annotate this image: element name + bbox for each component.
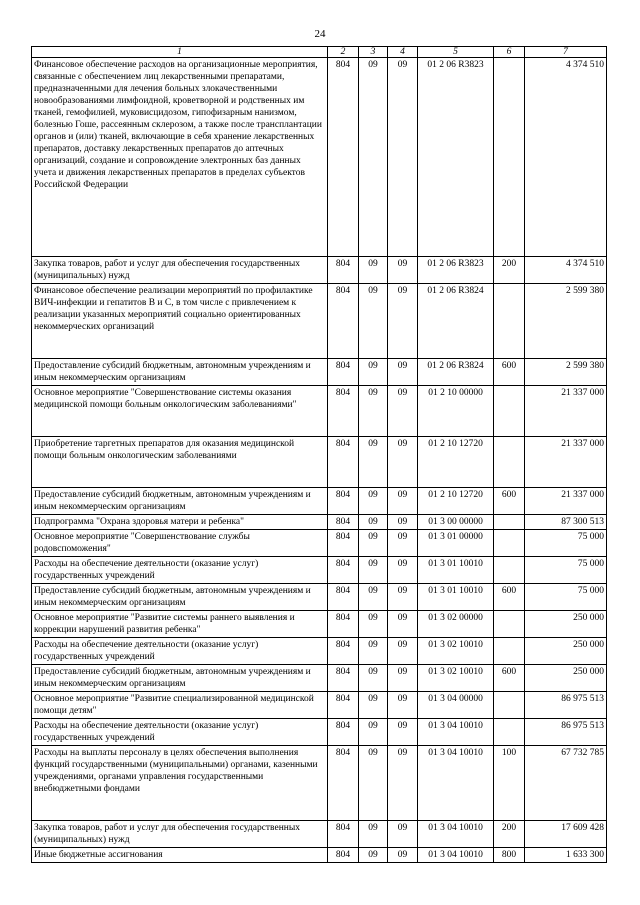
table-row [32,437,607,488]
row-c5-cell: 01 3 04 10010 [418,821,494,848]
row-c5-cell: 01 3 04 10010 [418,719,494,746]
row-c6-cell: 200 [494,821,525,848]
row-c7-cell: 21 337 000 [525,488,607,515]
row-c5-cell: 01 3 02 10010 [418,638,494,665]
row-c4-cell: 09 [388,515,418,530]
row-c4-cell: 09 [388,386,418,437]
table-row [32,386,607,437]
row-name-cell: Предоставление субсидий бюджетным, автономным учреждениям и иным некоммерческим организациям [32,488,328,515]
row-c4-cell: 09 [388,58,418,257]
row-name-cell: Основное мероприятие "Развитие специализированной медицинской помощи детям" [32,692,328,719]
row-c2-cell: 804 [328,515,359,530]
col-header-2: 2 [328,47,359,58]
table-row [32,359,607,386]
row-c4-cell: 09 [388,530,418,557]
row-c3-cell: 09 [359,719,388,746]
budget-table [31,46,607,863]
row-c3-cell: 09 [359,638,388,665]
col-header-5: 5 [418,47,494,58]
row-c2-cell: 804 [328,58,359,257]
row-c7-cell: 67 732 785 [525,746,607,821]
row-c5-cell: 01 3 02 00000 [418,611,494,638]
row-c6-cell: 800 [494,848,525,863]
row-c3-cell: 09 [359,584,388,611]
row-c4-cell: 09 [388,257,418,284]
row-c7-cell: 250 000 [525,638,607,665]
row-c3-cell: 09 [359,58,388,257]
row-name-cell: Закупка товаров, работ и услуг для обеспечения государственных (муниципальных) нужд [32,257,328,284]
row-name-cell: Расходы на обеспечение деятельности (оказание услуг) государственных учреждений [32,557,328,584]
col-header-7: 7 [525,47,607,58]
row-c2-cell: 804 [328,257,359,284]
row-c2-cell: 804 [328,638,359,665]
row-c2-cell: 804 [328,746,359,821]
table-row [32,488,607,515]
table-row [32,257,607,284]
row-name-cell: Предоставление субсидий бюджетным, автономным учреждениям и иным некоммерческим организациям [32,359,328,386]
row-c7-cell: 4 374 510 [525,58,607,257]
row-c2-cell: 804 [328,488,359,515]
row-c7-cell: 250 000 [525,665,607,692]
row-c2-cell: 804 [328,284,359,359]
row-c5-cell: 01 2 06 R3823 [418,58,494,257]
row-c3-cell: 09 [359,386,388,437]
row-c2-cell: 804 [328,719,359,746]
row-c5-cell: 01 2 06 R3824 [418,284,494,359]
row-c6-cell: 600 [494,488,525,515]
row-c6-cell [494,437,525,488]
row-c4-cell: 09 [388,746,418,821]
row-name-cell: Приобретение таргетных препаратов для оказания медицинской помощи больным онкологическим заболеваниями [32,437,328,488]
table-row [32,848,607,863]
row-name-cell: Закупка товаров, работ и услуг для обеспечения государственных (муниципальных) нужд [32,821,328,848]
row-c2-cell: 804 [328,584,359,611]
row-c6-cell [494,515,525,530]
row-c7-cell: 2 599 380 [525,359,607,386]
page-number: 24 [314,28,326,40]
row-c5-cell: 01 2 06 R3824 [418,359,494,386]
row-name-cell: Основное мероприятие "Развитие системы раннего выявления и коррекции нарушений развития ребенка" [32,611,328,638]
table-row [32,719,607,746]
row-c7-cell: 250 000 [525,611,607,638]
row-c4-cell: 09 [388,821,418,848]
row-name-cell: Иные бюджетные ассигнования [32,848,328,863]
row-c5-cell: 01 3 00 00000 [418,515,494,530]
row-name-cell: Подпрограмма "Охрана здоровья матери и ребенка" [32,515,328,530]
row-c6-cell: 600 [494,359,525,386]
row-name-cell: Финансовое обеспечение реализации мероприятий по профилактике ВИЧ-инфекции и гепатитов В и С, в том числе с привлечением к реализации указанных мероприятий социально ориентированных некоммерческих организаций [32,284,328,359]
row-c5-cell: 01 3 01 10010 [418,557,494,584]
row-c3-cell: 09 [359,557,388,584]
row-c6-cell [494,284,525,359]
table-row [32,638,607,665]
row-c7-cell: 75 000 [525,557,607,584]
row-name-cell: Предоставление субсидий бюджетным, автономным учреждениям и иным некоммерческим организациям [32,665,328,692]
table-row [32,284,607,359]
row-name-cell: Расходы на обеспечение деятельности (оказание услуг) государственных учреждений [32,719,328,746]
row-c3-cell: 09 [359,257,388,284]
row-c4-cell: 09 [388,557,418,584]
row-c6-cell: 600 [494,665,525,692]
row-c4-cell: 09 [388,611,418,638]
row-c6-cell [494,611,525,638]
col-header-4: 4 [388,47,418,58]
table-row [32,557,607,584]
row-c2-cell: 804 [328,848,359,863]
row-c6-cell [494,638,525,665]
row-c3-cell: 09 [359,515,388,530]
row-c6-cell [494,386,525,437]
row-c3-cell: 09 [359,359,388,386]
row-c3-cell: 09 [359,746,388,821]
row-c7-cell: 17 609 428 [525,821,607,848]
table-row [32,746,607,821]
row-c2-cell: 804 [328,665,359,692]
row-c4-cell: 09 [388,284,418,359]
row-c2-cell: 804 [328,386,359,437]
row-c6-cell [494,58,525,257]
row-c6-cell [494,557,525,584]
row-c2-cell: 804 [328,530,359,557]
row-c7-cell: 87 300 513 [525,515,607,530]
row-name-cell: Предоставление субсидий бюджетным, автономным учреждениям и иным некоммерческим организациям [32,584,328,611]
row-c4-cell: 09 [388,488,418,515]
row-c4-cell: 09 [388,638,418,665]
row-c6-cell: 100 [494,746,525,821]
row-name-cell: Финансовое обеспечение расходов на организационные мероприятия, связанные с обеспечением лиц лекарственными препаратами, предназначенными для лечения больных злокачественными новообразованиями лимфоидной, кроветворной и родственных им тканей, гемофилией, муковисцидозом, гипофизарным нанизмом, болезнью Гоше, рассеянным склерозом, а также после трансплантации органов и (или) тканей, включающие в себя хранение лекарственных препаратов, доставку лекарственных препаратов до аптечных организаций, создание и сопровождение электронных баз данных учета и движения лекарственных препаратов в пределах субъектов Российской Федерации [32,58,328,257]
row-c3-cell: 09 [359,692,388,719]
table-row [32,611,607,638]
row-c2-cell: 804 [328,359,359,386]
row-name-cell: Основное мероприятие "Совершенствование службы родовспоможения" [32,530,328,557]
row-c5-cell: 01 3 04 00000 [418,692,494,719]
col-header-1: 1 [32,47,328,58]
row-name-cell: Расходы на выплаты персоналу в целях обеспечения выполнения функций государственными (муниципальными) органами, казенными учреждениями, органами управления государственными внебюджетными фондами [32,746,328,821]
row-c3-cell: 09 [359,437,388,488]
row-c5-cell: 01 3 01 10010 [418,584,494,611]
row-c5-cell: 01 3 02 10010 [418,665,494,692]
row-c7-cell: 1 633 300 [525,848,607,863]
col-header-3: 3 [359,47,388,58]
row-name-cell: Основное мероприятие "Совершенствование системы оказания медицинской помощи больным онкологическим заболеваниями" [32,386,328,437]
row-c4-cell: 09 [388,359,418,386]
row-c5-cell: 01 2 06 R3823 [418,257,494,284]
table-row [32,692,607,719]
row-c7-cell: 2 599 380 [525,284,607,359]
row-c4-cell: 09 [388,584,418,611]
row-c5-cell: 01 2 10 12720 [418,437,494,488]
row-c4-cell: 09 [388,692,418,719]
row-c5-cell: 01 2 10 12720 [418,488,494,515]
row-c2-cell: 804 [328,692,359,719]
row-c2-cell: 804 [328,611,359,638]
row-c7-cell: 86 975 513 [525,692,607,719]
row-c6-cell [494,530,525,557]
row-c3-cell: 09 [359,821,388,848]
row-c3-cell: 09 [359,848,388,863]
row-c7-cell: 4 374 510 [525,257,607,284]
table-row [32,58,607,257]
table-row [32,584,607,611]
row-c3-cell: 09 [359,665,388,692]
row-c6-cell: 200 [494,257,525,284]
table-row [32,515,607,530]
col-header-6: 6 [494,47,525,58]
row-name-cell: Расходы на обеспечение деятельности (оказание услуг) государственных учреждений [32,638,328,665]
row-c6-cell [494,719,525,746]
table-row [32,821,607,848]
row-c7-cell: 86 975 513 [525,719,607,746]
row-c5-cell: 01 3 01 00000 [418,530,494,557]
header-row [32,47,607,58]
row-c7-cell: 21 337 000 [525,437,607,488]
row-c7-cell: 21 337 000 [525,386,607,437]
row-c7-cell: 75 000 [525,530,607,557]
row-c3-cell: 09 [359,284,388,359]
table-row [32,665,607,692]
row-c5-cell: 01 2 10 00000 [418,386,494,437]
row-c5-cell: 01 3 04 10010 [418,746,494,821]
row-c5-cell: 01 3 04 10010 [418,848,494,863]
row-c2-cell: 804 [328,437,359,488]
row-c3-cell: 09 [359,530,388,557]
row-c4-cell: 09 [388,665,418,692]
table-row [32,530,607,557]
row-c6-cell [494,692,525,719]
row-c4-cell: 09 [388,719,418,746]
row-c3-cell: 09 [359,611,388,638]
row-c4-cell: 09 [388,437,418,488]
row-c4-cell: 09 [388,848,418,863]
row-c3-cell: 09 [359,488,388,515]
row-c2-cell: 804 [328,821,359,848]
row-c2-cell: 804 [328,557,359,584]
row-c7-cell: 75 000 [525,584,607,611]
row-c6-cell: 600 [494,584,525,611]
